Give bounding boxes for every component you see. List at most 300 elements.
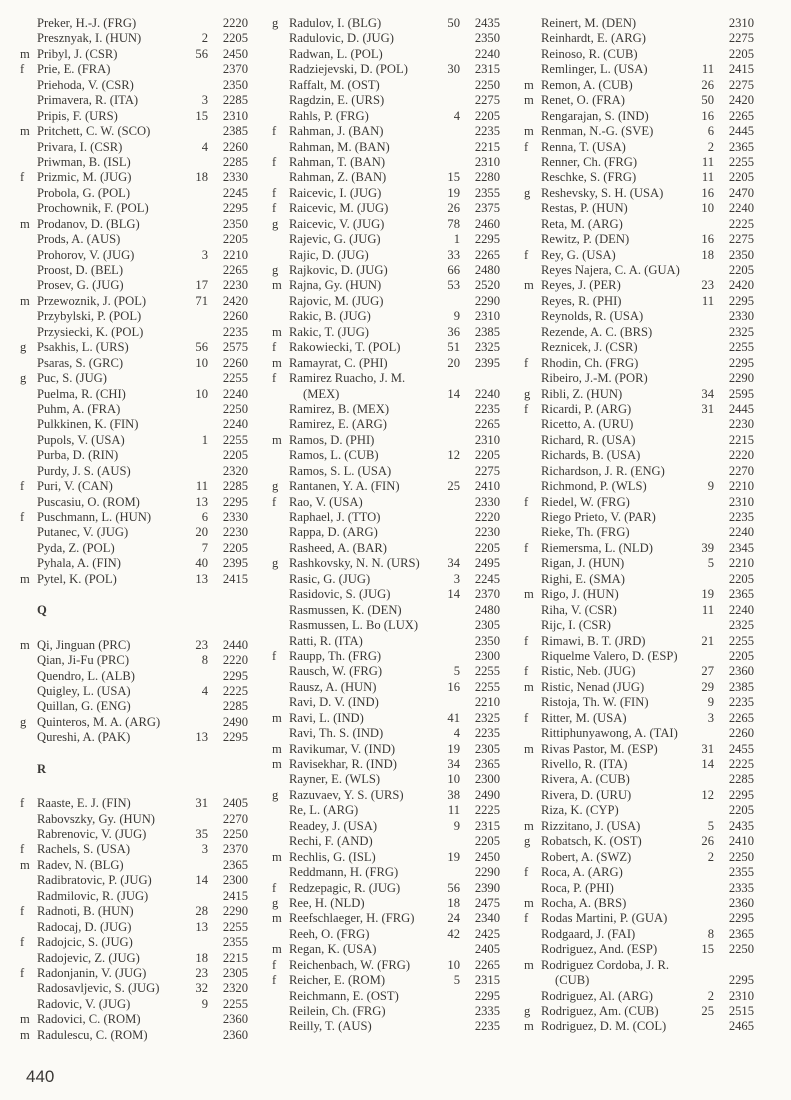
player-name: Rashkovsky, N. N. (URS) <box>289 556 420 571</box>
games-count: 16 <box>447 679 460 694</box>
title-marker <box>20 402 37 417</box>
title-marker <box>272 109 289 124</box>
player-entry <box>272 927 500 942</box>
player-entry <box>524 556 754 571</box>
rating-value: 2240 <box>728 602 754 617</box>
games-count: 9 <box>707 479 714 494</box>
player-entry <box>524 417 754 432</box>
title-marker: f <box>524 401 529 416</box>
player-entry <box>272 16 500 31</box>
games-count <box>688 649 714 664</box>
title-marker <box>272 510 289 525</box>
title-marker <box>20 387 37 402</box>
title-marker <box>524 927 541 942</box>
title-marker <box>272 664 289 679</box>
games-count <box>688 881 714 896</box>
player-name: Rausz, A. (HUN) <box>289 679 377 694</box>
section-letter: R <box>37 761 47 776</box>
rating-value: 2450 <box>222 46 248 61</box>
title-marker: m <box>272 942 282 957</box>
games-count: 29 <box>701 679 714 694</box>
title-marker <box>272 464 289 479</box>
rating-value: 2365 <box>222 857 248 872</box>
player-name: Rieke, Th. (FRG) <box>541 525 630 540</box>
player-entry <box>20 479 248 494</box>
rating-value: 2345 <box>728 540 754 555</box>
player-entry <box>524 294 754 309</box>
games-count <box>434 1004 460 1019</box>
games-count: 5 <box>707 818 714 833</box>
title-marker: m <box>20 293 30 308</box>
player-name: Radmilovic, R. (JUG) <box>37 888 149 903</box>
player-entry <box>272 973 500 988</box>
games-count <box>434 618 460 633</box>
player-entry <box>272 603 500 618</box>
player-entry <box>524 78 754 93</box>
games-count: 16 <box>701 185 714 200</box>
rating-value: 2420 <box>728 93 754 108</box>
title-marker <box>272 62 289 77</box>
title-marker: f <box>272 957 277 972</box>
player-name: Renna, T. (USA) <box>541 139 626 154</box>
player-entry <box>524 881 754 896</box>
games-count <box>182 464 208 479</box>
games-count <box>688 1019 714 1034</box>
player-entry <box>524 155 754 170</box>
title-marker: f <box>272 371 277 386</box>
player-entry <box>20 232 248 247</box>
rating-value: 2210 <box>222 247 248 262</box>
title-marker <box>20 31 37 46</box>
games-count: 13 <box>195 571 208 586</box>
player-name: Rodriguez Cordoba, J. R. <box>541 957 670 972</box>
player-entry <box>20 684 248 699</box>
title-marker <box>524 62 541 77</box>
games-count <box>688 371 714 386</box>
player-name: (CUB) <box>555 973 590 988</box>
rating-value: 2270 <box>222 811 248 826</box>
title-marker: m <box>524 77 534 92</box>
rating-value: 2205 <box>222 540 248 555</box>
games-count: 20 <box>447 355 460 370</box>
rating-value: 2205 <box>474 834 500 849</box>
player-entry <box>272 371 500 386</box>
title-marker <box>20 201 37 216</box>
player-name: Readey, J. (USA) <box>289 818 378 833</box>
player-name: Rahman, J. (BAN) <box>289 124 384 139</box>
player-entry <box>20 1028 248 1043</box>
player-entry <box>524 201 754 216</box>
title-marker: m <box>272 278 282 293</box>
player-name: Rewitz, P. (DEN) <box>541 232 630 247</box>
title-marker <box>20 684 37 699</box>
games-count: 23 <box>701 278 714 293</box>
title-marker: f <box>524 710 529 725</box>
title-marker <box>524 325 541 340</box>
games-count <box>688 958 714 973</box>
player-name: Radulov, I. (BLG) <box>289 16 382 30</box>
player-entry <box>524 47 754 62</box>
title-marker: m <box>272 355 282 370</box>
games-count <box>434 124 460 139</box>
player-name: Richard, R. (USA) <box>541 432 636 447</box>
title-marker <box>524 340 541 355</box>
player-name: Prie, E. (FRA) <box>37 62 111 77</box>
games-count <box>688 263 714 278</box>
player-name: Raffalt, M. (OST) <box>289 77 380 92</box>
player-entry <box>272 911 500 926</box>
player-name: Reyes, J. (PER) <box>541 278 621 293</box>
games-count <box>688 772 714 787</box>
games-count <box>434 541 460 556</box>
player-entry <box>524 433 754 448</box>
rating-value: 2310 <box>728 494 754 509</box>
rating-value: 2295 <box>728 973 754 988</box>
rating-value: 2595 <box>728 386 754 401</box>
title-marker: f <box>20 170 25 185</box>
games-count: 78 <box>447 216 460 231</box>
rating-value: 2255 <box>222 432 248 447</box>
rating-value: 2260 <box>222 139 248 154</box>
title-marker: f <box>524 911 529 926</box>
rating-value: 2315 <box>474 62 500 77</box>
games-count <box>688 865 714 880</box>
games-count <box>182 402 208 417</box>
player-entry <box>272 47 500 62</box>
player-name: Rajna, Gy. (HUN) <box>289 278 382 293</box>
player-entry <box>272 803 500 818</box>
player-name: Roca, A. (ARG) <box>541 865 623 880</box>
title-marker <box>272 541 289 556</box>
player-entry-continuation <box>272 387 500 402</box>
player-name: Rahman, M. (BAN) <box>289 139 390 154</box>
player-name: Ravi, Th. S. (IND) <box>289 726 384 741</box>
player-name: Pulkkinen, K. (FIN) <box>37 417 139 432</box>
player-entry <box>20 93 248 108</box>
player-name: Reyes, R. (PHI) <box>541 293 622 308</box>
player-entry <box>524 278 754 293</box>
player-name: Priwman, B. (ISL) <box>37 154 131 169</box>
games-count <box>434 510 460 525</box>
games-count: 36 <box>447 324 460 339</box>
games-count <box>688 726 714 741</box>
games-count: 10 <box>195 355 208 370</box>
player-entry <box>524 140 754 155</box>
player-entry <box>272 1004 500 1019</box>
title-marker <box>272 402 289 417</box>
title-marker: f <box>524 355 529 370</box>
rating-value: 2260 <box>222 309 248 324</box>
games-count: 31 <box>701 401 714 416</box>
title-marker: f <box>524 494 529 509</box>
player-entry <box>20 699 248 714</box>
player-entry <box>524 248 754 263</box>
rating-value: 2360 <box>222 1027 248 1042</box>
rating-value: 2375 <box>474 201 500 216</box>
player-entry <box>272 896 500 911</box>
player-name: Reichenbach, W. (FRG) <box>289 957 411 972</box>
title-marker <box>524 726 541 741</box>
player-name: Robatsch, K. (OST) <box>541 834 642 849</box>
player-entry <box>272 742 500 757</box>
rating-value: 2210 <box>728 556 754 571</box>
rating-value: 2290 <box>728 371 754 386</box>
games-count <box>182 1028 208 1043</box>
player-entry <box>272 834 500 849</box>
player-entry <box>20 935 248 950</box>
rating-value: 2290 <box>474 865 500 880</box>
rating-value: 2290 <box>222 904 248 919</box>
player-entry-continuation <box>524 973 754 988</box>
player-name: Reinhardt, E. (ARG) <box>541 31 646 46</box>
player-entry <box>272 124 500 139</box>
player-name: Przewoznik, J. (POL) <box>37 293 147 308</box>
rating-value: 2210 <box>728 479 754 494</box>
title-marker: g <box>272 16 279 30</box>
rating-value: 2480 <box>474 263 500 277</box>
title-marker <box>20 93 37 108</box>
player-entry <box>524 109 754 124</box>
player-entry <box>524 16 754 31</box>
player-entry <box>524 31 754 46</box>
games-count: 19 <box>447 185 460 200</box>
player-name: Regan, K. (USA) <box>289 942 377 957</box>
player-name: Reta, M. (ARG) <box>541 216 623 231</box>
games-count <box>182 263 208 278</box>
rating-value: 2320 <box>222 463 248 478</box>
rating-value: 2295 <box>474 988 500 1003</box>
player-entry <box>272 819 500 834</box>
player-name: Puschmann, L. (HUN) <box>37 510 152 524</box>
player-name: Quendro, L. (ALB) <box>37 668 135 683</box>
rating-value: 2420 <box>222 293 248 308</box>
player-entry <box>272 942 500 957</box>
title-marker: f <box>524 247 529 262</box>
games-count: 32 <box>195 981 208 996</box>
player-name: Rahman, Z. (BAN) <box>289 170 387 185</box>
title-marker <box>524 695 541 710</box>
title-marker <box>524 479 541 494</box>
player-name: Reddmann, H. (FRG) <box>289 865 399 880</box>
rating-value: 2350 <box>222 216 248 231</box>
games-count: 3 <box>201 842 208 857</box>
column-2 <box>272 16 500 1035</box>
player-name: Remlinger, L. (USA) <box>541 62 648 77</box>
rating-value: 2290 <box>474 293 500 308</box>
title-marker <box>272 618 289 633</box>
title-marker: f <box>524 633 529 648</box>
title-marker: m <box>524 895 534 910</box>
player-name: Raupp, Th. (FRG) <box>289 648 382 663</box>
rating-value: 2280 <box>474 170 500 185</box>
games-count: 25 <box>447 479 460 494</box>
player-entry <box>272 31 500 46</box>
player-name: Raaste, E. J. (FIN) <box>37 796 131 811</box>
title-marker: f <box>272 201 277 216</box>
title-marker <box>20 997 37 1012</box>
title-marker: f <box>20 904 25 919</box>
player-name: Rocha, A. (BRS) <box>541 895 627 910</box>
player-name: Ristic, Nenad (JUG) <box>541 679 645 694</box>
player-name: Radibratovic, P. (JUG) <box>37 873 152 888</box>
player-entry <box>524 649 754 664</box>
rating-value: 2215 <box>728 432 754 447</box>
player-name: Radojcic, S. (JUG) <box>37 935 133 950</box>
player-name: Restas, P. (HUN) <box>541 201 628 216</box>
rating-value: 2205 <box>222 232 248 247</box>
games-count <box>688 618 714 633</box>
games-count: 11 <box>195 479 208 494</box>
title-marker: m <box>524 587 534 602</box>
rating-value: 2350 <box>222 77 248 92</box>
rating-value: 2310 <box>728 988 754 1003</box>
player-entry <box>524 680 754 695</box>
games-count: 23 <box>195 965 208 980</box>
games-count <box>688 16 714 31</box>
rating-value: 2365 <box>474 757 500 771</box>
title-marker <box>524 263 541 278</box>
games-count <box>434 155 460 170</box>
title-marker <box>524 556 541 571</box>
player-entry <box>20 715 248 730</box>
player-entry <box>272 572 500 587</box>
rating-value: 2490 <box>474 787 500 802</box>
games-count <box>434 834 460 849</box>
title-marker <box>524 942 541 957</box>
player-name: Proost, D. (BEL) <box>37 263 124 277</box>
player-name: Rijc, I. (CSR) <box>541 618 611 633</box>
player-entry <box>20 858 248 873</box>
player-entry <box>272 155 500 170</box>
title-marker <box>20 699 37 714</box>
title-marker: g <box>524 834 531 849</box>
player-entry <box>272 788 500 803</box>
title-marker <box>20 433 37 448</box>
rating-value: 2255 <box>728 340 754 355</box>
games-count <box>434 525 460 540</box>
player-entry <box>524 603 754 618</box>
player-name: Riquelme Valero, D. (ESP) <box>541 648 678 663</box>
player-entry <box>524 634 754 649</box>
rating-value: 2385 <box>474 324 500 339</box>
games-count <box>434 603 460 618</box>
title-marker <box>272 170 289 185</box>
title-marker <box>272 47 289 62</box>
rating-value: 2370 <box>222 62 248 77</box>
player-entry <box>20 309 248 324</box>
games-count: 6 <box>707 124 714 139</box>
games-count <box>182 699 208 714</box>
rating-value: 2255 <box>222 996 248 1011</box>
title-marker <box>20 356 37 371</box>
player-name: Reilein, Ch. (FRG) <box>289 1004 386 1018</box>
title-marker: m <box>20 1012 30 1027</box>
player-name: Rachels, S. (USA) <box>37 842 131 857</box>
player-entry <box>20 812 248 827</box>
rating-value: 2235 <box>474 124 500 139</box>
games-count <box>688 973 714 988</box>
player-name: Rivera, D. (URU) <box>541 787 632 802</box>
player-entry <box>272 865 500 880</box>
player-entry <box>20 572 248 587</box>
player-name: Psaras, S. (GRC) <box>37 355 124 370</box>
player-name: Riedel, W. (FRG) <box>541 494 630 509</box>
title-marker <box>272 93 289 108</box>
rating-value: 2335 <box>728 880 754 895</box>
games-count: 50 <box>701 93 714 108</box>
player-name: Rodriguez, And. (ESP) <box>541 942 658 957</box>
title-marker <box>20 232 37 247</box>
games-count: 11 <box>701 293 714 308</box>
title-marker <box>524 603 541 618</box>
player-name: Radojevic, Z. (JUG) <box>37 950 140 965</box>
rating-value: 2300 <box>474 772 500 787</box>
games-count: 3 <box>707 710 714 725</box>
title-marker: g <box>272 556 279 571</box>
player-name: Ravi, D. V. (IND) <box>289 695 379 710</box>
player-name: Ricardi, P. (ARG) <box>541 401 632 416</box>
title-marker: m <box>272 741 282 756</box>
player-name: Raicevic, I. (JUG) <box>289 185 382 200</box>
games-count: 3 <box>201 93 208 108</box>
player-name: Rappa, D. (ARG) <box>289 525 378 540</box>
games-count <box>688 325 714 340</box>
rating-value: 2355 <box>474 185 500 200</box>
title-marker: m <box>20 1027 30 1042</box>
rating-value: 2330 <box>474 494 500 509</box>
rating-value: 2450 <box>474 849 500 864</box>
title-marker <box>524 217 541 232</box>
games-count <box>688 31 714 46</box>
title-marker <box>272 294 289 309</box>
rating-value: 2360 <box>728 664 754 679</box>
player-name: Reynolds, R. (USA) <box>541 309 644 324</box>
rating-value: 2220 <box>474 510 500 524</box>
games-count: 28 <box>195 904 208 919</box>
player-entry <box>524 695 754 710</box>
title-marker <box>524 772 541 787</box>
player-entry <box>524 788 754 803</box>
player-entry <box>272 634 500 649</box>
title-marker <box>20 812 37 827</box>
title-marker: f <box>272 494 277 509</box>
rating-value: 2310 <box>474 432 500 447</box>
games-count: 15 <box>195 108 208 123</box>
games-count <box>434 649 460 664</box>
rating-value: 2415 <box>222 571 248 586</box>
player-name: Razuvaev, Y. S. (URS) <box>289 787 404 802</box>
player-name: Prodanov, D. (BLG) <box>37 216 140 231</box>
rating-value: 2330 <box>222 170 248 185</box>
games-count: 14 <box>447 587 460 602</box>
rating-value: 2205 <box>474 108 500 123</box>
games-count: 23 <box>195 637 208 652</box>
player-entry <box>20 387 248 402</box>
games-count <box>182 417 208 432</box>
player-entry <box>20 904 248 919</box>
title-marker <box>524 294 541 309</box>
player-name: Reicher, E. (ROM) <box>289 973 386 988</box>
player-entry <box>272 618 500 633</box>
games-count: 18 <box>195 170 208 185</box>
player-entry <box>272 881 500 896</box>
player-entry <box>272 958 500 973</box>
rating-value: 2355 <box>222 935 248 950</box>
games-count <box>434 417 460 432</box>
player-entry <box>272 757 500 772</box>
games-count: 8 <box>201 653 208 668</box>
games-count <box>688 495 714 510</box>
